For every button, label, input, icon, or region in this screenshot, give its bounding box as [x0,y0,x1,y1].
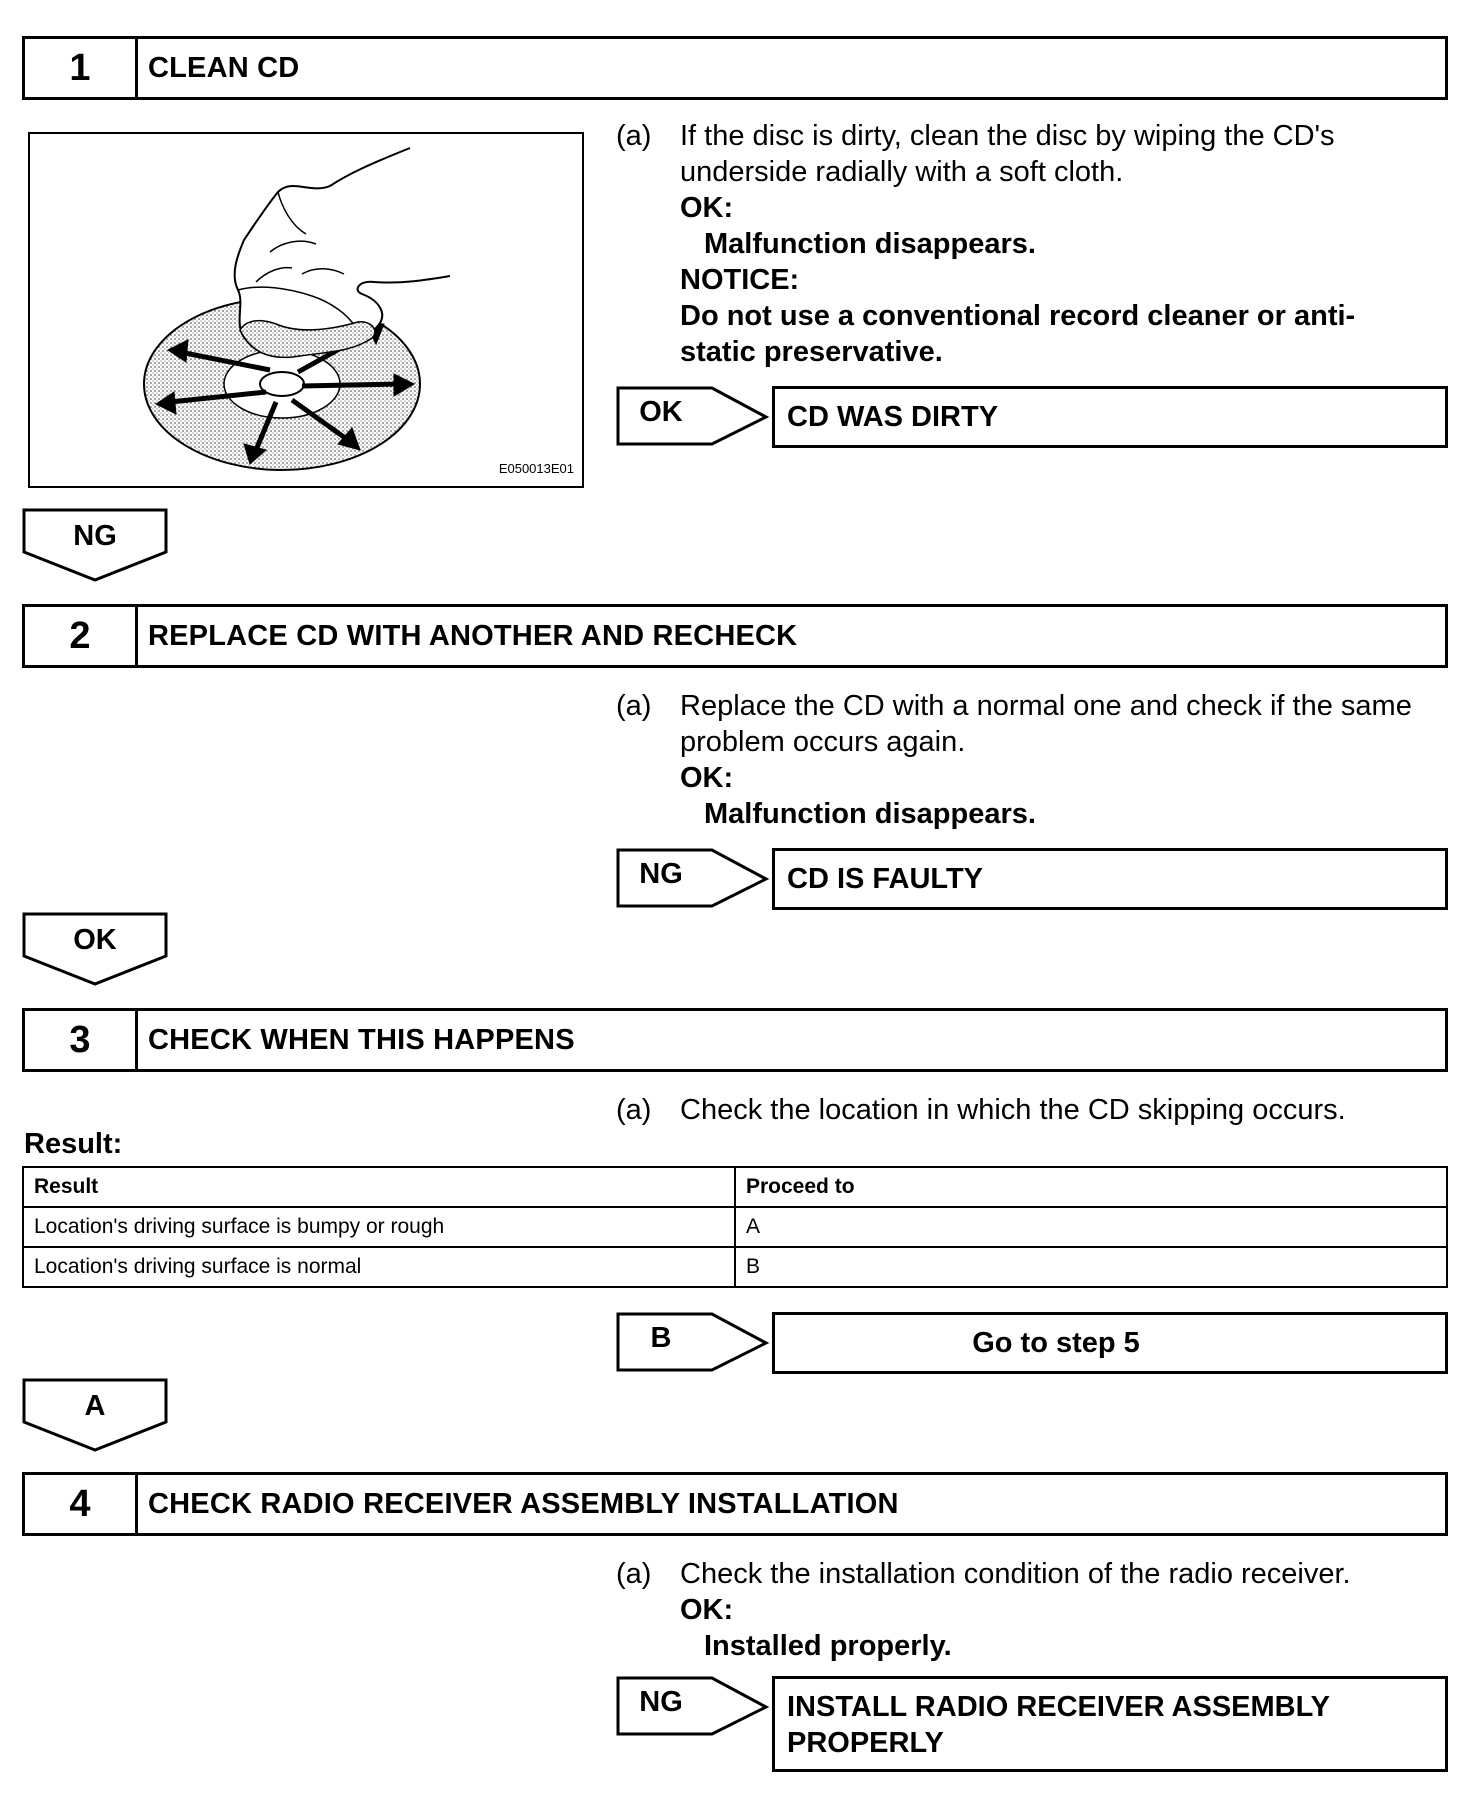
table-row [23,1207,1447,1247]
branch-result-line: INSTALL RADIO RECEIVER ASSEMBLY [787,1691,1331,1723]
step-4-header [22,1472,1448,1536]
table-row [23,1247,1447,1287]
item-label: (a) [616,120,652,152]
down-label: A [84,1390,106,1422]
ok-label: OK: [680,762,734,794]
item-label: (a) [616,1094,652,1126]
instruction-line: Check the installation condition of the radio receiver. [680,1558,1351,1590]
step-number: 2 [25,607,138,665]
branch-result: CD WAS DIRTY [772,386,1448,448]
branch-ng[interactable] [616,848,1448,910]
branch-label: OK [639,396,683,428]
instruction-line: problem occurs again. [680,726,966,758]
branch-result-line: PROPERLY [787,1727,944,1759]
branch-label: NG [639,858,683,890]
item-label: (a) [616,1558,652,1590]
step-title: CHECK RADIO RECEIVER ASSEMBLY INSTALLATION [148,1487,899,1520]
down-label: OK [73,924,117,956]
notice-line: Do not use a conventional record cleaner or anti- [680,300,1356,332]
ok-value: Malfunction disappears. [704,228,1036,260]
instruction-line: If the disc is dirty, clean the disc by wiping the CD's [680,120,1335,152]
table-header-row [23,1167,1447,1207]
step-number: 4 [25,1475,138,1533]
step-title: CHECK WHEN THIS HAPPENS [148,1023,575,1056]
cd-wiping-icon [30,134,582,486]
column-header: Proceed to [735,1167,1447,1207]
ok-label: OK: [680,192,734,224]
cd-cleaning-illustration [28,132,584,488]
ok-label: OK: [680,1594,734,1626]
image-code: E050013E01 [498,461,574,476]
instruction-line: Replace the CD with a normal one and check if the same [680,690,1412,722]
instruction-line: underside radially with a soft cloth. [680,156,1124,188]
down-branch-ok[interactable] [22,912,168,988]
branch-result [772,1676,1448,1772]
branch-result: Go to step 5 [772,1312,1448,1374]
table-cell: A [735,1207,1447,1247]
branch-label: NG [639,1686,683,1718]
ok-value: Installed properly. [704,1630,952,1662]
branch-b[interactable] [616,1312,1448,1374]
down-branch-a[interactable] [22,1378,168,1454]
notice-label: NOTICE: [680,264,800,296]
result-table [22,1166,1448,1288]
result-heading: Result: [24,1128,123,1160]
step-1-header [22,36,1448,100]
step-3-header [22,1008,1448,1072]
item-label: (a) [616,690,652,722]
step-number: 3 [25,1011,138,1069]
instruction-line: Check the location in which the CD skipping occurs. [680,1094,1346,1126]
step-2-header [22,604,1448,668]
table-cell: Location's driving surface is normal [23,1247,735,1287]
table-cell: B [735,1247,1447,1287]
down-label: NG [73,520,117,552]
step-title: REPLACE CD WITH ANOTHER AND RECHECK [148,619,798,652]
column-header: Result [23,1167,735,1207]
ok-value: Malfunction disappears. [704,798,1036,830]
branch-ok[interactable] [616,386,1448,448]
notice-line: static preservative. [680,336,943,368]
step-number: 1 [25,39,138,97]
table-cell: Location's driving surface is bumpy or rough [23,1207,735,1247]
branch-label: B [650,1322,672,1354]
branch-ng-install[interactable] [616,1676,1448,1772]
step-title: CLEAN CD [148,51,300,84]
down-branch-ng[interactable] [22,508,168,584]
branch-result: CD IS FAULTY [772,848,1448,910]
